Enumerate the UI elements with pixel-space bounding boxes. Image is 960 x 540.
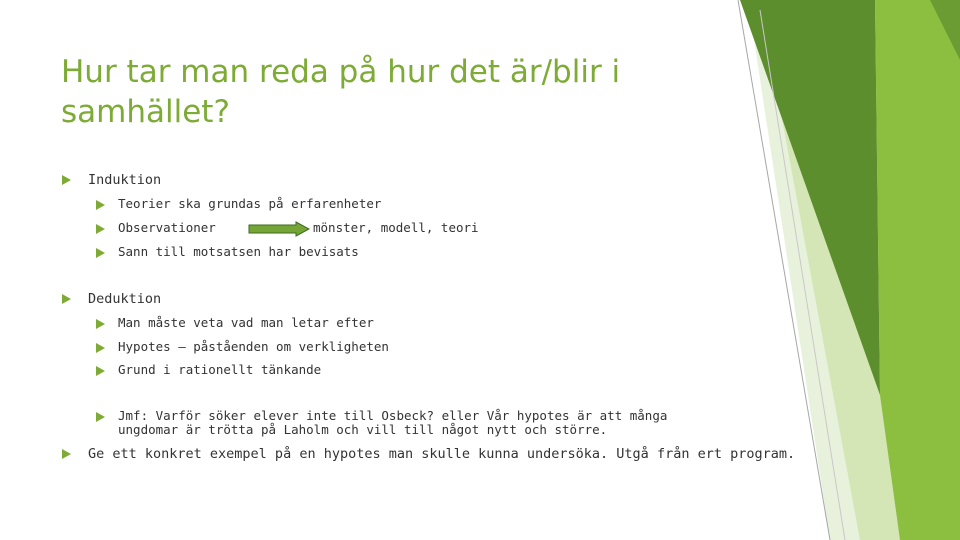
bullet-text: Observationer <box>118 220 216 235</box>
bullet-hypotes <box>96 340 389 354</box>
bullet-induktion <box>62 172 161 188</box>
bullet-grund <box>96 363 321 377</box>
bullet-sann <box>96 245 359 259</box>
bullet-text: Deduktion <box>88 291 162 307</box>
triangle-right-icon <box>96 224 105 234</box>
bullet-text: Hypotes – påståenden om verkligheten <box>118 339 389 354</box>
bullet-jmf <box>96 409 718 437</box>
bullet-text: Teorier ska grundas på erfarenheter <box>118 196 382 211</box>
slide-title: Hur tar man reda på hur det är/blir i samhället? <box>61 54 621 130</box>
bullet-veta <box>96 316 374 330</box>
bullet-observationer <box>96 221 216 235</box>
triangle-right-icon <box>96 412 105 422</box>
triangle-right-icon <box>62 294 71 304</box>
triangle-right-icon <box>62 449 71 459</box>
triangle-right-icon <box>62 175 71 185</box>
bullet-text: Ge ett konkret exempel på en hypotes man skulle kunna undersöka. Utgå från ert program. <box>88 446 796 462</box>
bullet-text: Grund i rationellt tänkande <box>118 362 322 377</box>
bullet-text: Sann till motsatsen har bevisats <box>118 244 359 259</box>
bullet-text: Man måste veta vad man letar efter <box>118 315 374 330</box>
triangle-right-icon <box>96 248 105 258</box>
bullet-text: Induktion <box>88 172 162 188</box>
triangle-right-icon <box>96 200 105 210</box>
triangle-right-icon <box>96 319 105 329</box>
observation-result-text: mönster, modell, teori <box>313 220 479 235</box>
bullet-deduktion <box>62 291 161 307</box>
triangle-right-icon <box>96 343 105 353</box>
bullet-teorier <box>96 197 381 211</box>
bullet-text: Jmf: Varför söker elever inte till Osbeck? eller Vår hypotes är att många ungdomar är trötta på Laholm och vill till något nytt och större. <box>118 408 668 437</box>
arrow-right-icon <box>248 221 310 237</box>
bullet-exempel <box>62 446 795 462</box>
triangle-right-icon <box>96 366 105 376</box>
